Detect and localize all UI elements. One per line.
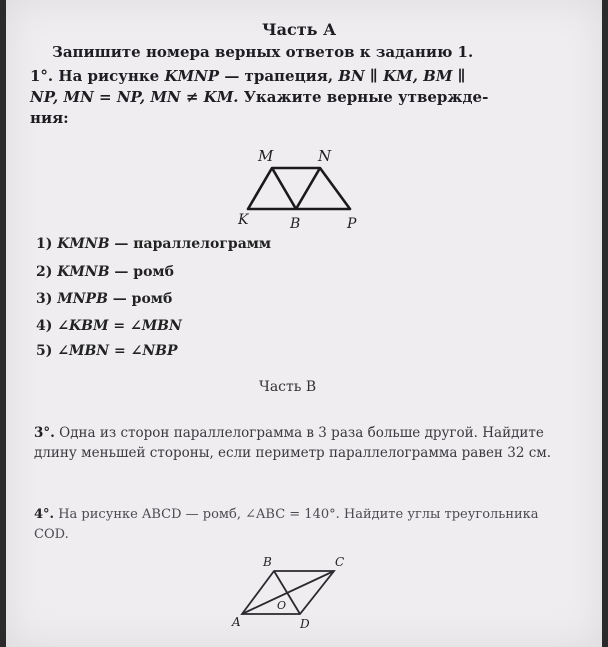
label-b2: B [263, 555, 272, 569]
option-5: 5) ∠MBN = ∠NBP [36, 343, 178, 359]
label-d: D [300, 617, 310, 631]
option-1: 1) KMNB — параллелограмм [36, 236, 272, 252]
question-4-number: 4°. [34, 507, 55, 522]
question-3-number: 3°. [34, 425, 55, 441]
question-1-line-1: 1°. На рисунке KMNP — трапеция, BN ∥ KM, BM ∥ [30, 67, 466, 85]
option-4: 4) ∠KBM = ∠MBN [36, 318, 182, 334]
label-k: K [238, 212, 249, 228]
part-b-title: Часть В [259, 379, 317, 395]
question-4-text: На рисунке ABCD — ромб, ∠ABC = 140°. Найдите углы треугольника COD. [34, 507, 539, 542]
label-p: P [347, 216, 357, 232]
option-2: 2) KMNB — ромб [36, 264, 174, 280]
label-c: C [335, 555, 345, 569]
part-a-instruction: Запишите номера верных ответов к заданию 1. [52, 43, 474, 61]
label-n: N [318, 147, 332, 165]
question-1-line-2: NP, MN = NP, MN ≠ KM. Укажите верные утвержде- [30, 88, 489, 106]
question-1-number: 1°. [30, 67, 54, 85]
question-1-line-3: ния: [30, 109, 69, 127]
label-m: M [258, 147, 274, 165]
label-b: B [290, 216, 301, 232]
question-3-text: Одна из сторон параллелограмма в 3 раза больше другой. Найдите длину меньшей стороны, если периметр параллелограмма равен 32 см. [34, 425, 552, 461]
label-o: O [277, 599, 287, 612]
label-a: A [232, 615, 241, 629]
part-a-title: Часть А [262, 20, 337, 39]
option-3: 3) MNPB — ромб [36, 291, 173, 307]
